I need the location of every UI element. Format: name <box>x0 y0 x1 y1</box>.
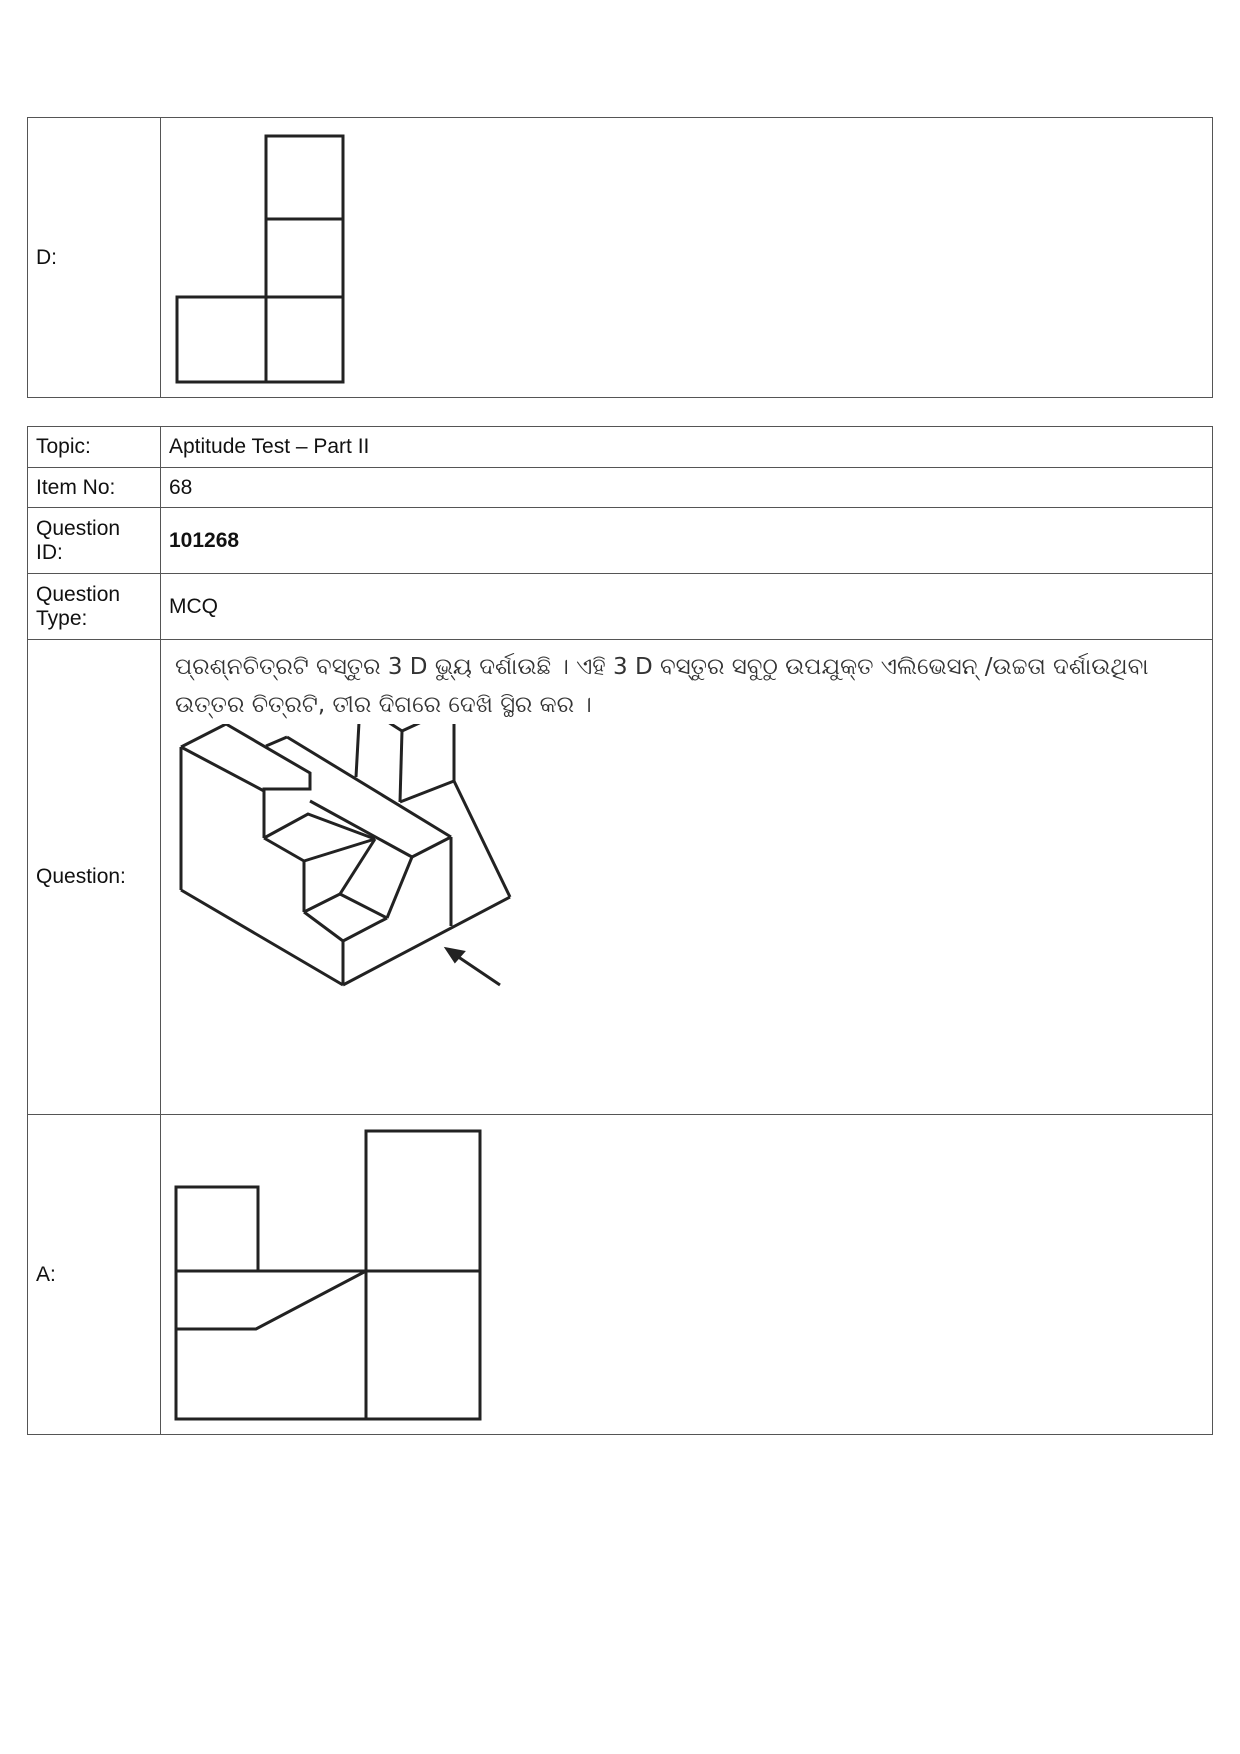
option-d-figure <box>161 119 1221 397</box>
option-a-small-box <box>176 1187 258 1271</box>
option-d-label: D: <box>28 118 161 398</box>
fig-edge <box>387 857 412 918</box>
option-d-box-left <box>177 297 266 382</box>
item-row <box>28 468 1213 508</box>
fig-edge <box>412 837 451 857</box>
option-d-figure-cell <box>161 118 1213 398</box>
question-type-row <box>28 574 1213 640</box>
option-d-box-bottom <box>266 297 343 382</box>
option-d-box-middle <box>266 219 343 297</box>
question-row <box>28 640 1213 1115</box>
fig-edge <box>181 747 264 791</box>
question-text: ପ୍ରଶ୍ନଚିତ୍ରଟି ବସ୍ତୁର 3 D ଭ୍ୟୁ ଦର୍ଶାଉଛି । ଏହି 3 D ବସ୍ତୁର ସବୁଠୁ ଉପଯୁକ୍ତ ଏଲିଭେସନ୍ /ଉଚ୍ଚତା ଦର୍ଶାଉଥିବା ଉତ୍ତର ଚିତ୍ରଟି, ତୀର ଦିଗରେ ଦେଖି ସ୍ଥିର କର । <box>175 654 1149 718</box>
topic-value: Aptitude Test – Part II <box>161 427 1213 468</box>
question-label: Question: <box>28 640 161 1115</box>
fig-edge <box>310 801 412 857</box>
question-content <box>161 640 1213 1115</box>
topic-row <box>28 427 1213 468</box>
fig-edge <box>340 894 387 918</box>
fig-edge <box>454 781 510 897</box>
fig-edge <box>287 737 451 837</box>
fig-edge <box>304 894 340 912</box>
topic-label: Topic: <box>28 427 161 468</box>
option-d-table <box>27 117 1213 398</box>
option-a-lower-right <box>366 1271 480 1419</box>
item-label: Item No: <box>28 468 161 508</box>
option-a-slope-line <box>176 1271 366 1329</box>
question-figure-3d <box>175 724 1215 1114</box>
fig-edge <box>402 724 454 731</box>
fig-tall-box <box>356 724 454 781</box>
fig-edge <box>264 838 304 861</box>
option-a-lower-left <box>176 1271 366 1419</box>
option-a-figure <box>161 1116 1221 1434</box>
fig-edge <box>266 737 287 746</box>
question-type-label: Question Type: <box>28 574 161 640</box>
fig-edge <box>304 912 343 941</box>
question-id-label: Question ID: <box>28 508 161 574</box>
fig-edge <box>343 897 510 985</box>
option-d-box-top <box>266 136 343 219</box>
question-id-value: 101268 <box>161 508 1213 574</box>
fig-edge <box>343 918 387 941</box>
question-type-value: MCQ <box>161 574 1213 640</box>
question-id-row <box>28 508 1213 574</box>
option-a-tall-box-top <box>366 1131 480 1271</box>
fig-edge <box>360 724 402 731</box>
option-a-label: A: <box>28 1115 161 1435</box>
question-table <box>27 426 1213 1435</box>
fig-edge <box>400 731 402 802</box>
option-a-figure-cell <box>161 1115 1213 1435</box>
option-a-row <box>28 1115 1213 1435</box>
fig-edge <box>400 781 454 802</box>
item-value: 68 <box>161 468 1213 508</box>
